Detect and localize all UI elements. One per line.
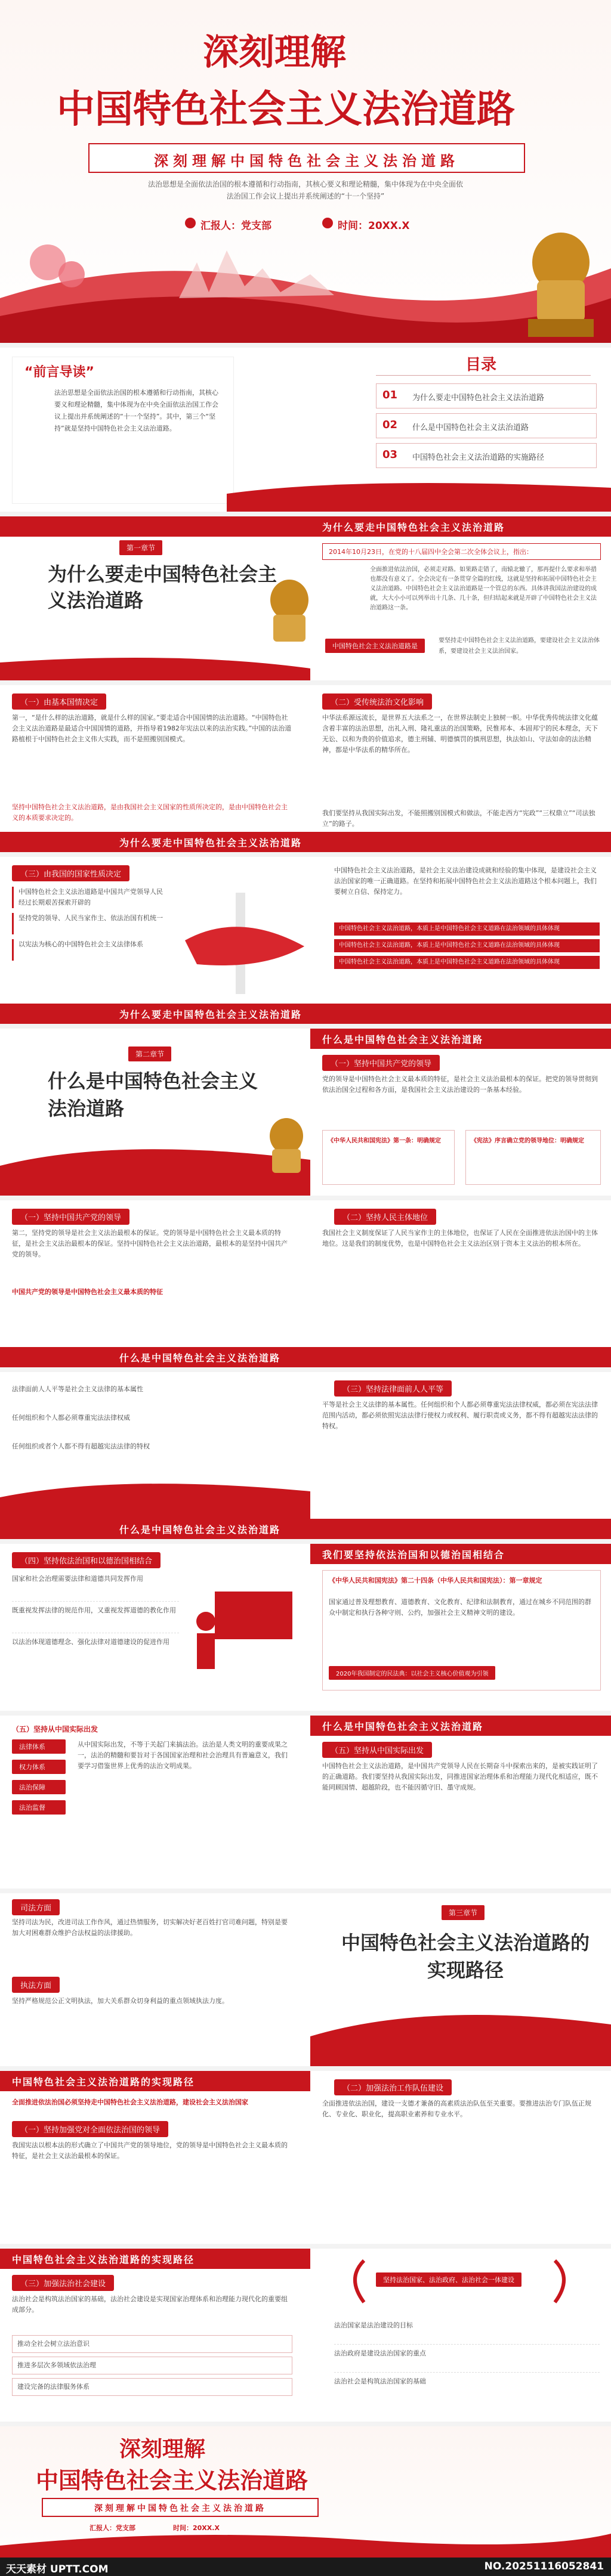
list-item: 中国特色社会主义法治道路是中国共产党领导人民经过长期艰苦探索开辟的 <box>12 887 167 908</box>
end-title-main: 中国特色社会主义法治道路 <box>36 2467 308 2494</box>
point-item: 中国特色社会主义法治道路，本质上是中国特色社会主义道路在法治领域的具体体现 <box>334 922 600 936</box>
chapter2-slide <box>0 1029 611 1196</box>
end-title-top: 深刻理解 <box>119 2436 206 2462</box>
toc-heading: 目录 <box>465 356 497 374</box>
title-bar <box>0 1347 611 1367</box>
section-tag: （三）加强法治社会建设 <box>12 2275 114 2291</box>
list-item: 以法治体现道德理念、强化法律对道德建设的促进作用 <box>12 1638 169 1646</box>
lion-statue-icon <box>263 573 316 651</box>
bar-title: 什么是中国特色社会主义法治道路 <box>322 1034 484 1045</box>
row-label: 法治保障 <box>12 1780 66 1794</box>
section-tag: （三）由我国的国家性质决定 <box>12 865 129 881</box>
info-card-title: 《宪法》序言确立党的领导地位：明确规定 <box>471 1138 584 1144</box>
section-tag: （二）加强法治工作队伍建设 <box>334 2079 452 2095</box>
footer-left: 天天素材 UPTT.COM <box>6 2563 109 2575</box>
row-label: 法律体系 <box>12 1739 66 1754</box>
title-bar <box>0 832 611 852</box>
toc-item-text: 中国特色社会主义法治道路的实施路径 <box>412 453 545 462</box>
section-banner: 全面推进依法治国必须坚持走中国特色社会主义法治道路，建设社会主义法治国家 <box>12 2098 248 2106</box>
section-text: 中国特色社会主义法治道路，是中国共产党领导人民在长期奋斗中探索出来的，是被实践证明了的正确道路。我们要坚持从我国实际出发，同推进国家治理体系和治理能力现代化相适应，既不能罔顾国情、超越阶段，也不能因循守旧、墨守成规。 <box>322 1762 598 1791</box>
section-list <box>334 2320 600 2400</box>
section-text: 党的领导是中国特色社会主义最本质的特征，是社会主义法治最根本的保证。把党的领导贯彻到依法治国全过程和各方面，是我国社会主义法治建设的一条基本经验。 <box>322 1075 598 1094</box>
cover-title-main: 中国特色社会主义法治道路 <box>57 87 515 132</box>
bar-title: 我们要坚持依法治国和以德治国相结合 <box>322 1549 505 1561</box>
chapter3-title: 中国特色社会主义法治道路的实现路径 <box>341 1931 590 1981</box>
chapter-badge: 第二章节 <box>128 1046 171 1061</box>
section-tag: （三）坚持法律面前人人平等 <box>334 1380 452 1397</box>
bar-title: 为什么要走中国特色社会主义法治道路 <box>119 1009 303 1020</box>
info-card <box>322 1130 455 1185</box>
list-item: 既重视发挥法律的规范作用，又重视发挥道德的教化作用 <box>12 1605 179 1633</box>
chapter-badge: 第三章节 <box>442 1905 485 1920</box>
info-card-title: 《中华人民共和国宪法》第一条：明确规定 <box>328 1138 441 1144</box>
section-text: 我们要坚持从我国实际出发，不能照搬别国模式和做法，不能走西方“宪政”“三权鼎立”“司法独立”的路子。 <box>322 809 595 828</box>
toc-item-number: 02 <box>382 419 398 431</box>
bar-title: 什么是中国特色社会主义法治道路 <box>119 1352 281 1364</box>
chapter1-title: 为什么要走中国特色社会主义法治道路 <box>48 563 277 612</box>
preface-text: 法治思想是全面依法治国的根本遵循和行动指南，其核心要义和理论精髓，集中体现为在中央全面依法治国工作会议上提出并系统阐述的“十一个坚持”。其中，第三个“坚持”就是坚持中国特色社会主义法治道路。 <box>54 389 218 432</box>
list-item: 法治政府是建设法治国家的重点 <box>334 2348 600 2373</box>
list-item: 任何组织或者个人都不得有超越宪法法律的特权 <box>12 1442 150 1450</box>
lion-statue-icon <box>263 1112 310 1178</box>
section2-slide-b <box>0 1372 611 1539</box>
section-list <box>12 1574 179 1664</box>
bar-title: 为什么要走中国特色社会主义法治道路 <box>119 837 303 849</box>
toc-item-text: 为什么要走中国特色社会主义法治道路 <box>412 394 545 402</box>
law-card <box>322 1570 601 1690</box>
bar-title: 什么是中国特色社会主义法治道路 <box>322 1721 484 1732</box>
section-tag: （一）坚持加强党对全面依法治国的领导 <box>12 2121 168 2137</box>
list-item: 法治社会是构筑法治国家的基础 <box>334 2377 426 2385</box>
end-subtitle-box <box>42 2498 319 2517</box>
cover-intro-2: 法治国工作会议上提出并系统阐述的“十一个坚持” <box>226 192 385 200</box>
section-text: 坚持严格规范公正文明执法，加大关系群众切身利益的重点领域执法力度。 <box>12 1997 229 2005</box>
cover-subtitle: 深刻理解中国特色社会主义法治道路 <box>154 153 459 169</box>
footer-bar <box>0 2558 611 2576</box>
section2-slide-d <box>0 1716 611 1888</box>
section-text: 中国特色社会主义法治道路，是社会主义法治建设成就和经验的集中体现，是建设社会主义法治国家的唯一正确道路。在坚持和拓展中国特色社会主义法治道路这个根本问题上，我们要树立自信、保持定力。 <box>334 866 597 896</box>
section-text: 法治社会是构筑法治国家的基础，法治社会建设是实现国家治理体系和治理能力现代化的重要组成部分。 <box>12 2295 288 2314</box>
section2-slide-a <box>0 1200 611 1367</box>
toc-item-text: 什么是中国特色社会主义法治道路 <box>412 423 529 432</box>
section-tag: （一）坚持中国共产党的领导 <box>12 1209 129 1225</box>
section-list <box>12 2335 292 2396</box>
points-list <box>334 922 600 969</box>
toc-wave-decoration <box>0 476 611 512</box>
end-reporter: 汇报人：党支部 <box>90 2524 135 2532</box>
toc-item[interactable] <box>376 443 597 468</box>
cover-time: 时间：20XX.X <box>338 220 410 232</box>
point-item: 中国特色社会主义法治道路，本质上是中国特色社会主义道路在法治领域的具体体现 <box>334 939 600 952</box>
section-tag: （一）由基本国情决定 <box>12 693 106 710</box>
section-tag: （五）坚持从中国实际出发 <box>12 1725 98 1733</box>
lion-statue-icon <box>516 221 606 340</box>
list-item: 建设完备的法律服务体系 <box>12 2378 292 2396</box>
list-item: 法律面前人人平等是社会主义法律的基本属性 <box>12 1385 143 1393</box>
point-item: 中国特色社会主义法治道路，本质上是中国特色社会主义道路在法治领域的具体体现 <box>334 956 600 969</box>
section-text: 中华法系源远流长，是世界五大法系之一，在世界法制史上独树一帜。中华优秀传统法律文化蕴含着丰富的法治思想，出礼入刑、隆礼重法的治国策略，民惟邦本、本固邦宁的民本理念，天下无讼、以和为贵的价值追求，德主刑辅、明德慎罚的慎刑思想，执法如山、守法如命的法治精神，都是中华法系的精华所在。 <box>322 714 598 754</box>
toc-divider <box>376 375 591 376</box>
section-tag: 执法方面 <box>12 1977 60 1993</box>
chapter-badge: 第一章节 <box>119 540 162 555</box>
bar-title: 什么是中国特色社会主义法治道路 <box>119 1524 281 1535</box>
section-text: 我国宪法以根本法的形式确立了中国共产党的领导地位，党的领导是中国特色社会主义最本质的特征，是社会主义法治最根本的保证。 <box>12 2141 288 2160</box>
preface-title: “前言导读” <box>24 365 94 380</box>
title-bar <box>310 1029 611 1049</box>
title-bar <box>0 2249 310 2269</box>
end-wave-decoration <box>0 2522 611 2558</box>
list-item: 推进多层次多领域依法治理 <box>12 2357 292 2374</box>
chapter1-note: 要坚持走中国特色社会主义法治道路，要建设社会主义法治体系，要建设社会主义法治国家。 <box>439 637 600 655</box>
chapter2-title: 什么是中国特色社会主义法治道路 <box>48 1070 258 1120</box>
presentation-icon <box>191 1586 298 1675</box>
section-subtitle: 中国共产党的领导是中国特色社会主义最本质的特征 <box>12 1288 163 1296</box>
list-item: 坚持党的领导、人民当家作主、依法治国有机统一 <box>12 913 167 934</box>
section-tag: （二）受传统法治文化影响 <box>322 693 432 710</box>
info-card <box>465 1130 601 1185</box>
section-tag: （二）坚持人民主体地位 <box>334 1209 436 1225</box>
section-text: 全面推进依法治国，建设一支德才兼备的高素质法治队伍至关重要。要推进法治专门队伍正规化、专业化、职业化，提高职业素养和专业水平。 <box>322 2100 591 2118</box>
title-bar <box>0 516 611 537</box>
section-text: 从中国实际出发，不等于关起门来搞法治。法治是人类文明的重要成果之一，法治的精髓和要旨对于各国国家治理和社会治理具有普遍意义，我们要学习借鉴世界上优秀的法治文明成果。 <box>78 1741 288 1770</box>
section-text: 我国社会主义制度保证了人民当家作主的主体地位，也保证了人民在全面推进依法治国中的主体地位。这是我们的制度优势，也是中国特色社会主义法治区别于资本主义法治的根本所在。 <box>322 1229 598 1247</box>
section-highlight: 坚持法治国家、法治政府、法治社会一体建设 <box>376 2272 521 2287</box>
section1-slide-b <box>0 857 611 1024</box>
section-list <box>12 1384 286 1465</box>
title-bar <box>0 1004 611 1024</box>
row-label: 权力体系 <box>12 1760 66 1774</box>
title-bar <box>0 2071 310 2091</box>
list-item: 法治国家是法治建设的目标 <box>334 2320 600 2345</box>
end-slide <box>0 2426 611 2576</box>
monument-icon <box>173 887 310 1000</box>
bar-title: 中国特色社会主义法治道路的实现路径 <box>12 2076 195 2088</box>
toc-item[interactable] <box>376 383 597 408</box>
toc-item[interactable] <box>376 413 597 438</box>
toc-list <box>376 383 597 468</box>
row-label-list <box>12 1739 66 1815</box>
section2-slide-c <box>0 1544 611 1711</box>
section3-slide-a <box>0 2071 611 2244</box>
section-text: 第一，“是什么样的法治道路，就是什么样的国家。”要走适合中国国情的法治道路。“中国特色社会主义法治道路是最适合中国国情的道路，并指导着1982年宪法以来的法治实践。”中国的法治道路植根于中国特色社会主义伟大实践，而不是照搬别国模式。 <box>12 714 292 743</box>
law-card-note: 2020年我国制定的民法典：以社会主义核心价值观为引领 <box>329 1666 495 1680</box>
chapter3-slide <box>0 1893 611 2066</box>
end-subtitle: 深刻理解中国特色社会主义法治道路 <box>94 2504 266 2513</box>
title-bar <box>310 1716 611 1736</box>
section-tag: （五）坚持从中国实际出发 <box>322 1742 432 1758</box>
list-item: 推动全社会树立法治意识 <box>12 2335 292 2353</box>
chapter1-label: 中国特色社会主义法治道路是 <box>325 639 425 653</box>
list-item: 以宪法为核心的中国特色社会主义法律体系 <box>12 939 167 961</box>
section3-slide-b <box>0 2249 611 2422</box>
cover-reporter: 汇报人：党支部 <box>200 220 271 232</box>
bar-title: 为什么要走中国特色社会主义法治道路 <box>322 522 505 533</box>
section-tag: 司法方面 <box>12 1899 60 1915</box>
title-bar <box>310 1544 611 1564</box>
toc-slide <box>0 348 611 512</box>
list-item: 任何组织和个人都必须尊重宪法法律权威 <box>12 1414 130 1422</box>
date-line-box <box>322 543 601 560</box>
law-card-title: 《中华人民共和国宪法》第二十四条（中华人民共和国宪法）：第一章规定 <box>329 1577 542 1584</box>
section-tag: （四）坚持依法治国和以德治国相结合 <box>12 1552 161 1568</box>
cover-slide <box>0 0 611 343</box>
cover-intro-1: 法治思想是全面依法治国的根本遵循和行动指南，其核心要义和理论精髓，集中体现为在中央全面依 <box>147 180 463 188</box>
section1-slide-a <box>0 685 611 852</box>
row-label: 法治监督 <box>12 1800 66 1815</box>
section-text: 平等是社会主义法律的基本属性。任何组织和个人都必须尊重宪法法律权威，都必须在宪法法律范围内活动，都必须依照宪法法律行使权力或权利、履行职责或义务，都不得有超越宪法法律的特权。 <box>322 1401 598 1430</box>
chapter1-quote: 全面推进依法治国，必须走对路。如果路走错了，南辕北辙了，那再提什么要求和举措也都没有意义了。全会决定有一条贯穿全篇的红线，这就是坚持和拓展中国特色社会主义法治道路。中国特色社会主义法治道路是一个管总的东西。具体讲我国法治建设的成就，大大小小可以列举出十几条、几十条，但归结起来就是开辟了中国特色社会主义法治道路这一条。 <box>370 566 597 611</box>
toc-item-number: 01 <box>382 389 398 401</box>
law-card-text: 国家通过普及理想教育、道德教育、文化教育、纪律和法制教育，通过在城乡不同范围的群众中制定和执行各种守则、公约，加强社会主义精神文明的建设。 <box>329 1598 591 1617</box>
bar-title: 中国特色社会主义法治道路的实现路径 <box>12 2254 195 2265</box>
footer-right: NO.20251116052841 <box>484 2560 604 2572</box>
section-text: 坚持司法为民，改进司法工作作风，通过热情服务，切实解决好老百姓打官司难问题，特别是要加大对困难群众维护合法权益的法律援助。 <box>12 1918 288 1937</box>
section-text: 第二，坚持党的领导是社会主义法治最根本的保证。党的领导是中国特色社会主义最本质的特征，是社会主义法治最根本的保证。坚持中国特色社会主义法治道路，最根本的是坚持中国共产党的领导。 <box>12 1229 288 1258</box>
end-time: 时间：20XX.X <box>173 2524 220 2532</box>
toc-item-number: 03 <box>382 448 398 461</box>
cover-title-top: 深刻理解 <box>203 32 346 73</box>
chapter1-wave <box>0 651 611 680</box>
chapter3-wave <box>310 2001 611 2066</box>
list-item: 国家和社会治理需要法律和道德共同发挥作用 <box>12 1574 179 1602</box>
section-highlight: 坚持中国特色社会主义法治道路，是由我国社会主义国家的性质所决定的，是由中国特色社会主义的本质要求决定的。 <box>12 803 288 822</box>
title-bar <box>0 1519 611 1539</box>
section-tag: （一）坚持中国共产党的领导 <box>322 1055 440 1071</box>
date-line: 2014年10月23日，在党的十八届四中全会第二次全体会议上，指出： <box>329 548 533 556</box>
section-list <box>12 887 167 961</box>
chapter1-slide <box>0 516 611 680</box>
cover-subtitle-box <box>88 143 525 173</box>
